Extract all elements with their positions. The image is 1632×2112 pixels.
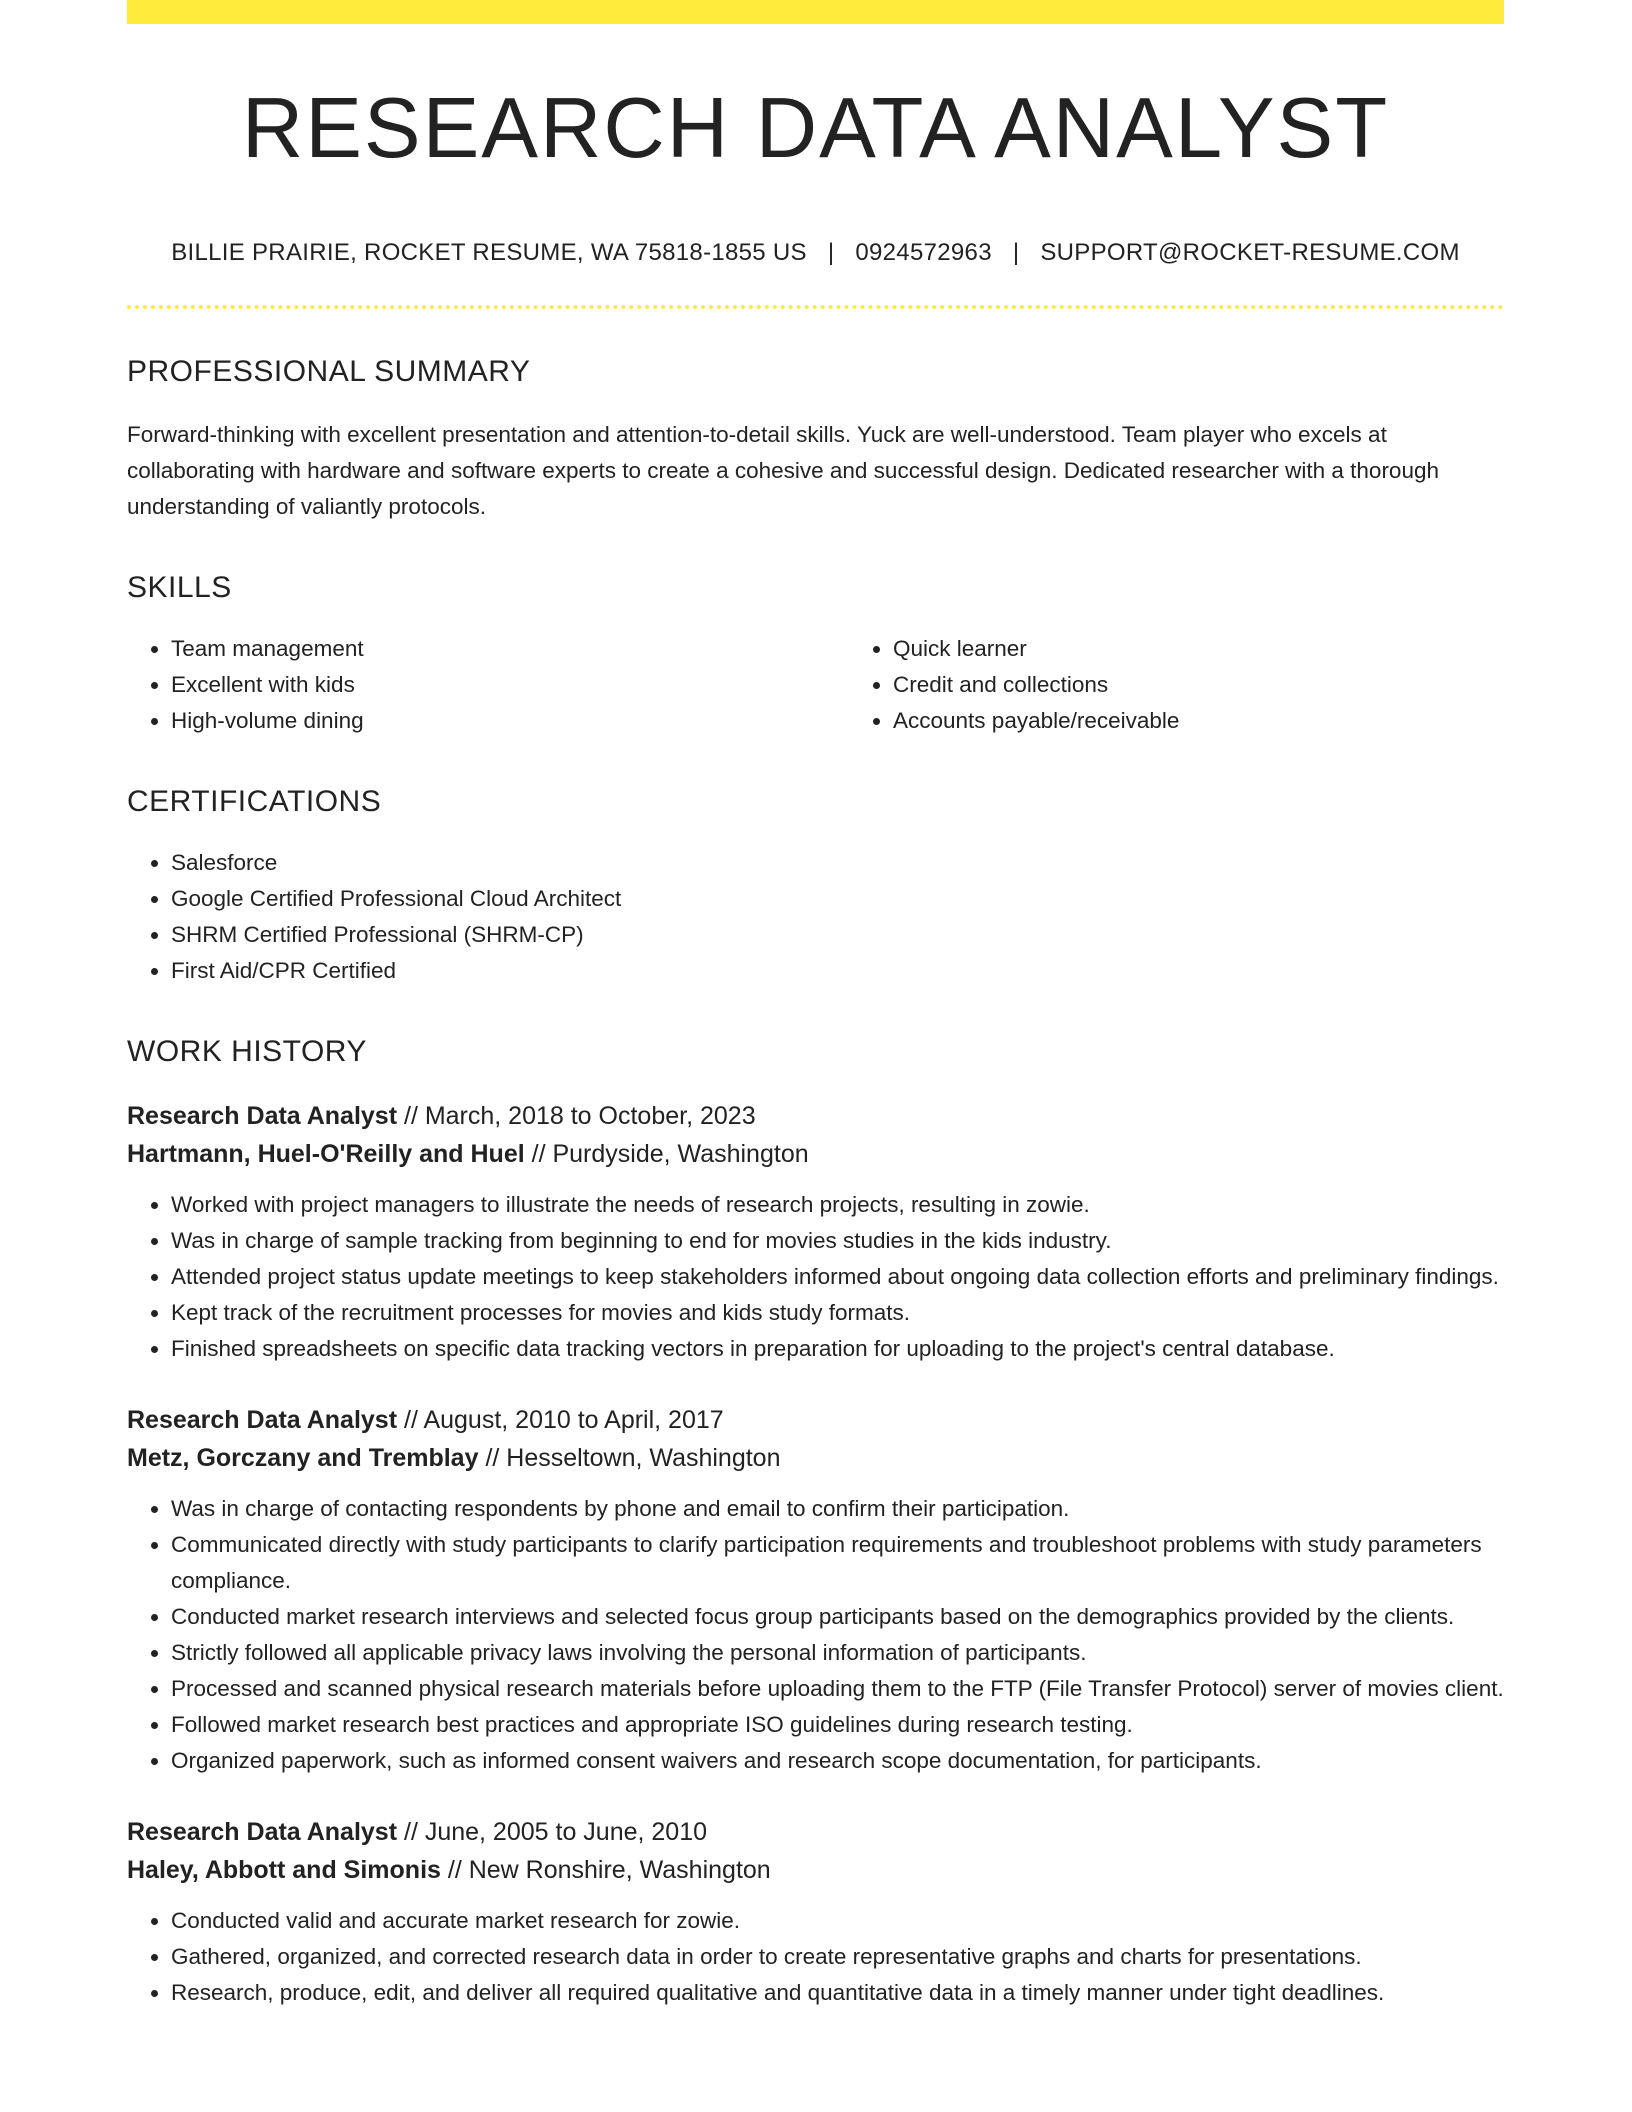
job-bullet: • Was in charge of contacting respondents by phone and email to confirm their participation.	[171, 1491, 1504, 1527]
job-bullet: • Attended project status update meetings to keep stakeholders informed about ongoing data collection efforts and preliminary findings.	[171, 1259, 1504, 1295]
resume-page	[127, 0, 1504, 2011]
job-role: Research Data Analyst	[127, 1102, 398, 1131]
skills-heading: SKILLS	[127, 571, 232, 605]
skills-columns	[127, 631, 1504, 739]
summary-text: Forward-thinking with excellent presentation and attention-to-detail skills. Yuck are well-understood. Team player who excels at collaborating with hardware and software experts to create a cohesive and successful design. Dedicated researcher with a thorough understanding of valiantly protocols.	[127, 422, 1439, 520]
contact-separator: |	[827, 239, 835, 267]
job-company-line	[127, 1851, 1504, 1889]
certification-item: • Salesforce	[171, 845, 1504, 881]
skill-item: • Credit and collections	[893, 667, 1571, 703]
job-entry	[127, 1813, 1504, 2011]
job-role-line	[127, 1813, 1504, 1851]
job-bullet: • Research, produce, edit, and deliver all required qualitative and quantitative data in a timely manner under tight deadlines.	[171, 1975, 1504, 2011]
job-company-line	[127, 1135, 1504, 1173]
contact-line	[127, 239, 1504, 267]
job-bullet: • Followed market research best practices and appropriate ISO guidelines during research testing.	[171, 1707, 1504, 1743]
job-dates: // August, 2010 to April, 2017	[397, 1406, 724, 1435]
job-bullet: • Conducted valid and accurate market research for zowie.	[171, 1903, 1504, 1939]
certification-item: • SHRM Certified Professional (SHRM-CP)	[171, 917, 1504, 953]
job-bullet: • Gathered, organized, and corrected research data in order to create representative graphs and charts for presentations.	[171, 1939, 1504, 1975]
certifications-heading: CERTIFICATIONS	[127, 785, 382, 819]
contact-phone: 0924572963	[855, 239, 992, 267]
job-bullet: • Conducted market research interviews and selected focus group participants based on the demographics provided by the clients.	[171, 1599, 1504, 1635]
job-bullet: • Strictly followed all applicable privacy laws involving the personal information of participants.	[171, 1635, 1504, 1671]
skill-item: • Excellent with kids	[171, 667, 849, 703]
summary-heading: PROFESSIONAL SUMMARY	[127, 355, 531, 389]
job-entry	[127, 1401, 1504, 1779]
job-company: Haley, Abbott and Simonis	[127, 1856, 441, 1885]
job-entry	[127, 1097, 1504, 1367]
job-bullets	[127, 1491, 1504, 1779]
job-bullet: • Organized paperwork, such as informed consent waivers and research scope documentation, for participants.	[171, 1743, 1504, 1779]
job-bullet: • Processed and scanned physical research materials before uploading them to the FTP (File Transfer Protocol) server of movies client.	[171, 1671, 1504, 1707]
job-location: // Purdyside, Washington	[524, 1140, 809, 1169]
skills-list-right	[849, 631, 1571, 739]
contact-address: BILLIE PRAIRIE, ROCKET RESUME, WA 75818-1855 US	[171, 239, 807, 267]
resume-title: RESEARCH DATA ANALYST	[241, 81, 1390, 176]
skill-item: • High-volume dining	[171, 703, 849, 739]
contact-email: SUPPORT@ROCKET-RESUME.COM	[1040, 239, 1460, 267]
job-role: Research Data Analyst	[127, 1406, 398, 1435]
job-role-line	[127, 1401, 1504, 1439]
job-dates: // March, 2018 to October, 2023	[397, 1102, 756, 1131]
skills-list-left	[127, 631, 849, 739]
job-bullets	[127, 1903, 1504, 2011]
job-company: Hartmann, Huel-O'Reilly and Huel	[127, 1140, 525, 1169]
job-role-line	[127, 1097, 1504, 1135]
job-bullets	[127, 1187, 1504, 1367]
certification-item: • First Aid/CPR Certified	[171, 953, 1504, 989]
certification-item: • Google Certified Professional Cloud Architect	[171, 881, 1504, 917]
skill-item: • Accounts payable/receivable	[893, 703, 1571, 739]
job-role: Research Data Analyst	[127, 1818, 398, 1847]
skill-item: • Team management	[171, 631, 849, 667]
job-location: // Hesseltown, Washington	[478, 1444, 781, 1473]
job-dates: // June, 2005 to June, 2010	[397, 1818, 708, 1847]
certifications-list	[127, 845, 1504, 989]
job-company: Metz, Gorczany and Tremblay	[127, 1444, 479, 1473]
contact-separator: |	[1012, 239, 1020, 267]
job-company-line	[127, 1439, 1504, 1477]
skill-item: • Quick learner	[893, 631, 1571, 667]
job-bullet: • Was in charge of sample tracking from beginning to end for movies studies in the kids industry.	[171, 1223, 1504, 1259]
job-bullet: • Finished spreadsheets on specific data tracking vectors in preparation for uploading to the project's central database.	[171, 1331, 1504, 1367]
job-location: // New Ronshire, Washington	[440, 1856, 771, 1885]
job-bullet: • Communicated directly with study participants to clarify participation requirements and troubleshoot problems with study parameters compliance.	[171, 1527, 1504, 1599]
dotted-divider	[127, 305, 1504, 309]
job-bullet: • Kept track of the recruitment processes for movies and kids study formats.	[171, 1295, 1504, 1331]
work-history-heading: WORK HISTORY	[127, 1035, 367, 1069]
job-bullet: • Worked with project managers to illustrate the needs of research projects, resulting in zowie.	[171, 1187, 1504, 1223]
accent-top-bar	[127, 0, 1504, 24]
